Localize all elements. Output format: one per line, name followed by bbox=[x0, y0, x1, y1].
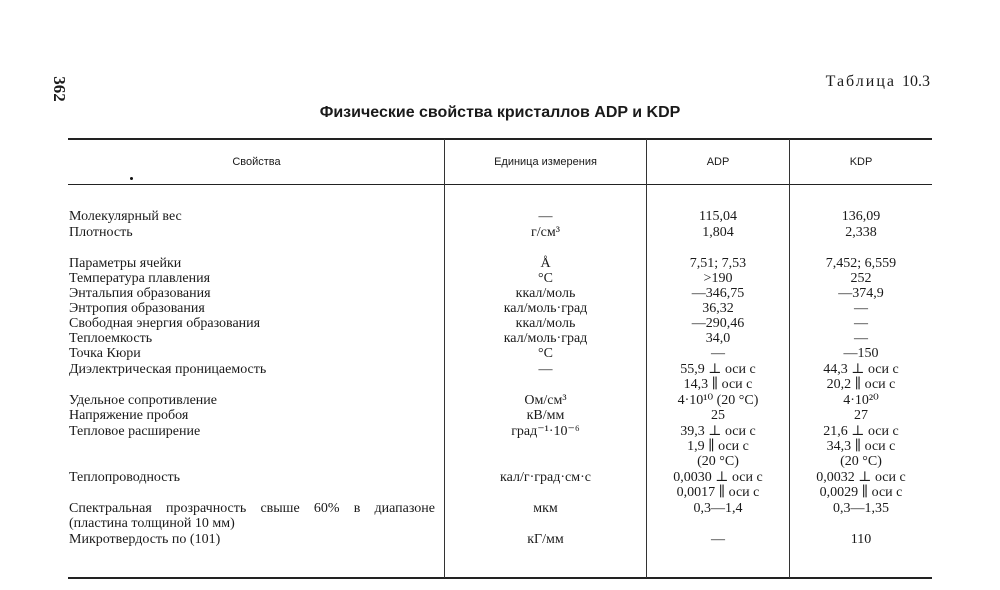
unit-cell: — bbox=[538, 362, 553, 377]
property-cell: Энтропия образования bbox=[69, 301, 205, 316]
header-kdp: KDP bbox=[849, 156, 873, 168]
kdp-cell: 34,3 ∥ оси c bbox=[826, 439, 896, 454]
kdp-cell: 110 bbox=[850, 532, 872, 547]
property-cell: Тепловое расширение bbox=[69, 424, 201, 439]
header-properties: Свойства bbox=[232, 156, 281, 168]
property-cell: Параметры ячейки bbox=[69, 256, 182, 271]
adp-cell: 7,51; 7,53 bbox=[689, 256, 747, 271]
kdp-cell: 21,6 ⊥ оси c bbox=[823, 424, 899, 439]
unit-cell: Å bbox=[540, 256, 551, 271]
property-cell: Молекулярный вес bbox=[69, 209, 182, 224]
property-cell: Диэлектрическая проницаемость bbox=[69, 362, 267, 377]
adp-cell: 1,804 bbox=[702, 225, 734, 240]
property-cell: Плотность bbox=[69, 225, 133, 240]
kdp-cell: —374,9 bbox=[838, 286, 884, 301]
header-adp: ADP bbox=[706, 156, 730, 168]
kdp-cell: 0,0029 ∥ оси c bbox=[819, 485, 903, 500]
kdp-cell: 4·10²⁰ bbox=[843, 393, 879, 408]
bottom-rule bbox=[68, 577, 932, 579]
adp-cell: 14,3 ∥ оси c bbox=[683, 377, 753, 392]
adp-cell: — bbox=[711, 346, 725, 361]
unit-cell: град⁻¹·10⁻⁶ bbox=[511, 424, 580, 439]
kdp-cell: — bbox=[854, 316, 868, 331]
property-cell: Удельное сопротивление bbox=[69, 393, 217, 408]
property-cell: Теплоемкость bbox=[69, 331, 153, 346]
table-title: Физические свойства кристаллов ADP и KDP bbox=[319, 104, 681, 121]
unit-cell: мкм bbox=[533, 501, 558, 516]
adp-cell: 0,3—1,4 bbox=[693, 501, 743, 516]
adp-cell: 34,0 bbox=[705, 331, 731, 346]
unit-cell: г/см³ bbox=[531, 225, 560, 240]
unit-cell: °C bbox=[538, 346, 553, 361]
property-cell: Температура плавления bbox=[69, 271, 211, 286]
kdp-cell: 0,0032 ⊥ оси c bbox=[816, 470, 906, 485]
unit-cell: ккал/моль bbox=[515, 286, 576, 301]
adp-cell: 115,04 bbox=[699, 209, 737, 224]
kdp-cell: 136,09 bbox=[841, 209, 881, 224]
kdp-cell: 0,3—1,35 bbox=[833, 501, 889, 516]
property-cell: Спектральная прозрачность свыше 60% в диапазоне (пластина толщиной 10 мм) bbox=[69, 501, 435, 531]
unit-cell: — bbox=[538, 209, 553, 224]
unit-cell: ккал/моль bbox=[515, 316, 576, 331]
unit-cell: кВ/мм bbox=[526, 408, 565, 423]
print-speck bbox=[130, 177, 133, 180]
adp-cell: 1,9 ∥ оси c bbox=[687, 439, 749, 454]
kdp-cell: —150 bbox=[843, 346, 879, 361]
kdp-cell: — bbox=[854, 331, 868, 346]
adp-cell: 0,0017 ∥ оси c bbox=[676, 485, 760, 500]
page-number: 362 bbox=[50, 76, 69, 102]
kdp-cell: 2,338 bbox=[845, 225, 877, 240]
kdp-cell: (20 °C) bbox=[840, 454, 882, 469]
kdp-cell: 27 bbox=[854, 408, 868, 423]
adp-cell: 25 bbox=[711, 408, 725, 423]
property-cell: Энтальпия образования bbox=[69, 286, 211, 301]
kdp-cell: 252 bbox=[850, 271, 872, 286]
property-cell: Теплопроводность bbox=[69, 470, 180, 485]
adp-cell: >190 bbox=[703, 271, 733, 286]
unit-cell: Ом/см³ bbox=[524, 393, 567, 408]
unit-cell: кал/моль·град bbox=[503, 301, 588, 316]
table-label-number: 10.3 bbox=[902, 73, 930, 90]
kdp-cell: 44,3 ⊥ оси c bbox=[823, 362, 899, 377]
adp-cell: 39,3 ⊥ оси c bbox=[680, 424, 756, 439]
table-label bbox=[826, 73, 930, 91]
kdp-cell: — bbox=[854, 301, 868, 316]
adp-cell: 36,32 bbox=[702, 301, 734, 316]
unit-cell: кГ/мм bbox=[527, 532, 564, 547]
unit-cell: °C bbox=[538, 271, 553, 286]
header-rule bbox=[68, 184, 932, 185]
adp-cell: (20 °C) bbox=[697, 454, 739, 469]
adp-cell: —346,75 bbox=[691, 286, 745, 301]
adp-cell: 55,9 ⊥ оси c bbox=[680, 362, 756, 377]
adp-cell: 0,0030 ⊥ оси c bbox=[673, 470, 763, 485]
adp-cell: —290,46 bbox=[691, 316, 745, 331]
unit-cell: кал/моль·град bbox=[503, 331, 588, 346]
property-cell: Свободная энергия образования bbox=[69, 316, 261, 331]
adp-cell: 4·10¹⁰ (20 °C) bbox=[677, 393, 759, 408]
kdp-cell: 20,2 ∥ оси c bbox=[826, 377, 896, 392]
adp-cell: — bbox=[711, 532, 725, 547]
property-cell: Напряжение пробоя bbox=[69, 408, 189, 423]
property-cell: Точка Кюри bbox=[69, 346, 141, 361]
header-unit: Единица измерения bbox=[494, 156, 597, 168]
unit-cell: кал/г·град·см·с bbox=[500, 470, 591, 485]
property-cell: Микротвердость по (101) bbox=[69, 532, 221, 547]
kdp-cell: 7,452; 6,559 bbox=[825, 256, 897, 271]
table-label-word: Таблица bbox=[825, 73, 896, 90]
